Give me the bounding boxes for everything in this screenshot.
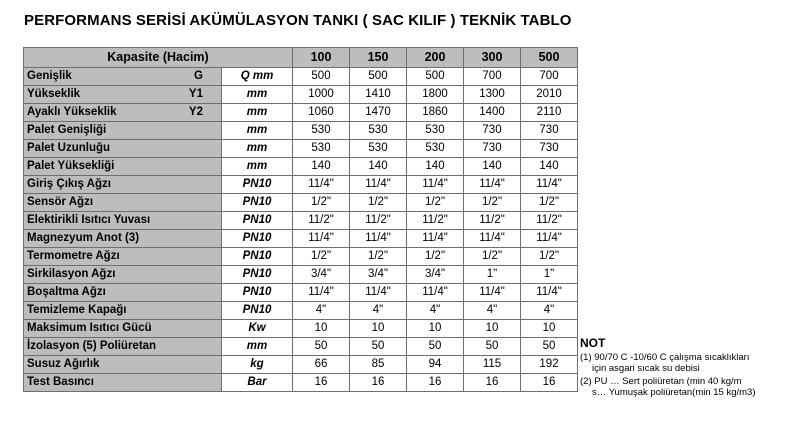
- table-cell: 192: [521, 356, 578, 374]
- row-unit: PN10: [222, 302, 293, 320]
- table-cell: 11/4": [293, 284, 350, 302]
- note-line: (1) 90/70 C -10/60 C çalışma sıcaklıkları: [580, 352, 750, 363]
- table-cell: 530: [407, 140, 464, 158]
- row-label: Palet Genişliği: [27, 124, 107, 136]
- table-row: [24, 302, 578, 320]
- note-line: s… Yumuşak poliüretan(min 15 kg/m3): [592, 387, 756, 398]
- row-code: G: [194, 70, 203, 82]
- table-cell: 500: [350, 68, 407, 86]
- capacity-column-header: 200: [407, 48, 464, 68]
- table-cell: 1/2": [464, 194, 521, 212]
- table-cell: 530: [293, 140, 350, 158]
- row-code: Y2: [188, 106, 203, 118]
- table-cell: 11/4": [407, 284, 464, 302]
- row-label-cell: [24, 374, 222, 392]
- table-cell: 1/2": [464, 248, 521, 266]
- row-label-cell: [24, 338, 222, 356]
- table-cell: 530: [407, 122, 464, 140]
- table-row: [24, 230, 578, 248]
- table-row: [24, 356, 578, 374]
- table-cell: 4": [521, 302, 578, 320]
- row-label: Giriş Çıkış Ağzı: [27, 178, 111, 190]
- row-code: Y1: [188, 88, 203, 100]
- row-label: Test Basıncı: [27, 376, 94, 388]
- table-cell: 11/4": [464, 176, 521, 194]
- row-label-cell: [24, 158, 222, 176]
- table-cell: 4": [464, 302, 521, 320]
- table-row: [24, 212, 578, 230]
- table-cell: 1400: [464, 104, 521, 122]
- row-label-cell: [24, 230, 222, 248]
- table-cell: 730: [464, 122, 521, 140]
- row-label: Sensör Ağzı: [27, 196, 94, 208]
- table-cell: 500: [407, 68, 464, 86]
- table-cell: 500: [293, 68, 350, 86]
- table-cell: 50: [521, 338, 578, 356]
- table-cell: 4": [350, 302, 407, 320]
- row-label: Susuz Ağırlık: [27, 358, 100, 370]
- table-cell: 16: [407, 374, 464, 392]
- table-cell: 10: [350, 320, 407, 338]
- row-label-cell: [24, 266, 222, 284]
- row-label: Ayaklı Yükseklik: [27, 106, 117, 118]
- table-cell: 4": [407, 302, 464, 320]
- table-cell: 700: [464, 68, 521, 86]
- table-cell: 140: [350, 158, 407, 176]
- table-row: [24, 320, 578, 338]
- table-cell: 10: [521, 320, 578, 338]
- table-cell: 85: [350, 356, 407, 374]
- table-cell: 1/2": [521, 194, 578, 212]
- table-cell: 140: [407, 158, 464, 176]
- table-cell: 1860: [407, 104, 464, 122]
- table-cell: 530: [293, 122, 350, 140]
- table-cell: 16: [521, 374, 578, 392]
- row-label-cell: [24, 356, 222, 374]
- table-cell: 1300: [464, 86, 521, 104]
- row-label-cell: [24, 320, 222, 338]
- row-unit: mm: [222, 338, 293, 356]
- table-cell: 1060: [293, 104, 350, 122]
- row-label: Termometre Ağzı: [27, 250, 120, 262]
- row-label-cell: [24, 68, 222, 86]
- table-cell: 3/4": [407, 266, 464, 284]
- row-unit: PN10: [222, 212, 293, 230]
- row-label-cell: [24, 194, 222, 212]
- row-unit: mm: [222, 104, 293, 122]
- table-cell: 11/4": [407, 176, 464, 194]
- table-cell: 11/4": [293, 230, 350, 248]
- table-cell: 11/4": [521, 284, 578, 302]
- table-row: [24, 122, 578, 140]
- table-cell: 115: [464, 356, 521, 374]
- row-label: Palet Yüksekliği: [27, 160, 115, 172]
- table-cell: 1470: [350, 104, 407, 122]
- table-row: [24, 284, 578, 302]
- table-row: [24, 338, 578, 356]
- table-row: [24, 248, 578, 266]
- row-unit: Kw: [222, 320, 293, 338]
- row-label-cell: [24, 284, 222, 302]
- table-cell: 1/2": [350, 194, 407, 212]
- table-cell: 530: [350, 122, 407, 140]
- row-label: Genişlik: [27, 70, 72, 82]
- table-cell: 11/2": [464, 212, 521, 230]
- row-label: Maksimum Isıtıcı Gücü: [27, 322, 152, 334]
- table-cell: 1": [464, 266, 521, 284]
- table-row: [24, 104, 578, 122]
- row-unit: Bar: [222, 374, 293, 392]
- table-cell: 11/4": [521, 230, 578, 248]
- row-unit: mm: [222, 158, 293, 176]
- table-cell: 1410: [350, 86, 407, 104]
- table-cell: 700: [521, 68, 578, 86]
- table-cell: 3/4": [293, 266, 350, 284]
- table-cell: 1/2": [293, 194, 350, 212]
- table-cell: 11/2": [350, 212, 407, 230]
- table-cell: 16: [350, 374, 407, 392]
- table-row: [24, 86, 578, 104]
- table-cell: 1/2": [521, 248, 578, 266]
- row-unit: PN10: [222, 230, 293, 248]
- table-cell: 140: [293, 158, 350, 176]
- row-unit: PN10: [222, 194, 293, 212]
- table-cell: 10: [293, 320, 350, 338]
- table-cell: 10: [407, 320, 464, 338]
- row-label-cell: [24, 140, 222, 158]
- row-label: Palet Uzunluğu: [27, 142, 111, 154]
- table-cell: 11/4": [350, 230, 407, 248]
- table-row: [24, 266, 578, 284]
- note-item: [580, 376, 790, 398]
- note-line: için asgari sıcak su debisi: [592, 363, 700, 374]
- table-cell: 1/2": [350, 248, 407, 266]
- row-unit: PN10: [222, 248, 293, 266]
- table-cell: 2110: [521, 104, 578, 122]
- table-row: [24, 68, 578, 86]
- table-row: [24, 194, 578, 212]
- notes-heading: NOT: [580, 336, 606, 350]
- row-label-cell: [24, 302, 222, 320]
- table-cell: 1/2": [407, 248, 464, 266]
- table-row: [24, 374, 578, 392]
- table-row: [24, 140, 578, 158]
- row-unit: PN10: [222, 284, 293, 302]
- row-label: Magnezyum Anot (3): [27, 232, 140, 244]
- table-cell: 94: [407, 356, 464, 374]
- row-unit: kg: [222, 356, 293, 374]
- table-cell: 530: [350, 140, 407, 158]
- table-cell: 16: [293, 374, 350, 392]
- table-cell: 1/2": [407, 194, 464, 212]
- table-cell: 1/2": [293, 248, 350, 266]
- row-label: Elektirikli Isıtıcı Yuvası: [27, 214, 151, 226]
- table-cell: 50: [293, 338, 350, 356]
- table-cell: 1": [521, 266, 578, 284]
- row-label-cell: [24, 248, 222, 266]
- table-cell: 11/4": [521, 176, 578, 194]
- row-unit: mm: [222, 122, 293, 140]
- table-cell: 11/2": [407, 212, 464, 230]
- row-label-cell: [24, 86, 222, 104]
- row-label: Yükseklik: [27, 88, 81, 100]
- table-header-row: [24, 48, 578, 68]
- row-label-cell: [24, 122, 222, 140]
- table-cell: 11/2": [293, 212, 350, 230]
- row-unit: mm: [222, 86, 293, 104]
- table-cell: 11/2": [521, 212, 578, 230]
- capacity-column-header: 100: [293, 48, 350, 68]
- page-title: PERFORMANS SERİSİ AKÜMÜLASYON TANKI ( SAC KILIF ) TEKNİK TABLO: [24, 12, 572, 29]
- table-cell: 11/4": [293, 176, 350, 194]
- row-label: Sirkilasyon Ağzı: [27, 268, 116, 280]
- table-cell: 11/4": [350, 176, 407, 194]
- row-label: Temizleme Kapağı: [27, 304, 127, 316]
- table-cell: 50: [464, 338, 521, 356]
- table-cell: 11/4": [407, 230, 464, 248]
- table-cell: 140: [464, 158, 521, 176]
- table-cell: 3/4": [350, 266, 407, 284]
- row-label: İzolasyon (5) Poliüretan: [27, 340, 157, 352]
- table-cell: 730: [464, 140, 521, 158]
- table-cell: 11/4": [464, 284, 521, 302]
- table-row: [24, 176, 578, 194]
- table-cell: 50: [350, 338, 407, 356]
- row-unit: mm: [222, 140, 293, 158]
- note-line: (2) PU … Sert poliüretan (min 40 kg/m: [580, 376, 742, 387]
- row-unit: PN10: [222, 266, 293, 284]
- table-cell: 11/4": [350, 284, 407, 302]
- table-cell: 16: [464, 374, 521, 392]
- table-cell: 66: [293, 356, 350, 374]
- table-cell: 10: [464, 320, 521, 338]
- capacity-header: Kapasite (Hacim): [24, 48, 293, 68]
- row-label-cell: [24, 176, 222, 194]
- notes-box: [580, 338, 790, 400]
- table-cell: 1000: [293, 86, 350, 104]
- table-cell: 50: [407, 338, 464, 356]
- capacity-column-header: 500: [521, 48, 578, 68]
- row-unit: Q mm: [222, 68, 293, 86]
- table-cell: 2010: [521, 86, 578, 104]
- capacity-column-header: 150: [350, 48, 407, 68]
- table-cell: 1800: [407, 86, 464, 104]
- row-label: Boşaltma Ağzı: [27, 286, 106, 298]
- row-unit: PN10: [222, 176, 293, 194]
- row-label-cell: [24, 212, 222, 230]
- table-cell: 730: [521, 122, 578, 140]
- note-item: [580, 352, 790, 374]
- table-cell: 730: [521, 140, 578, 158]
- table-cell: 140: [521, 158, 578, 176]
- table-row: [24, 158, 578, 176]
- table-cell: 11/4": [464, 230, 521, 248]
- table-cell: 4": [293, 302, 350, 320]
- row-label-cell: [24, 104, 222, 122]
- spec-table: [23, 47, 578, 392]
- capacity-column-header: 300: [464, 48, 521, 68]
